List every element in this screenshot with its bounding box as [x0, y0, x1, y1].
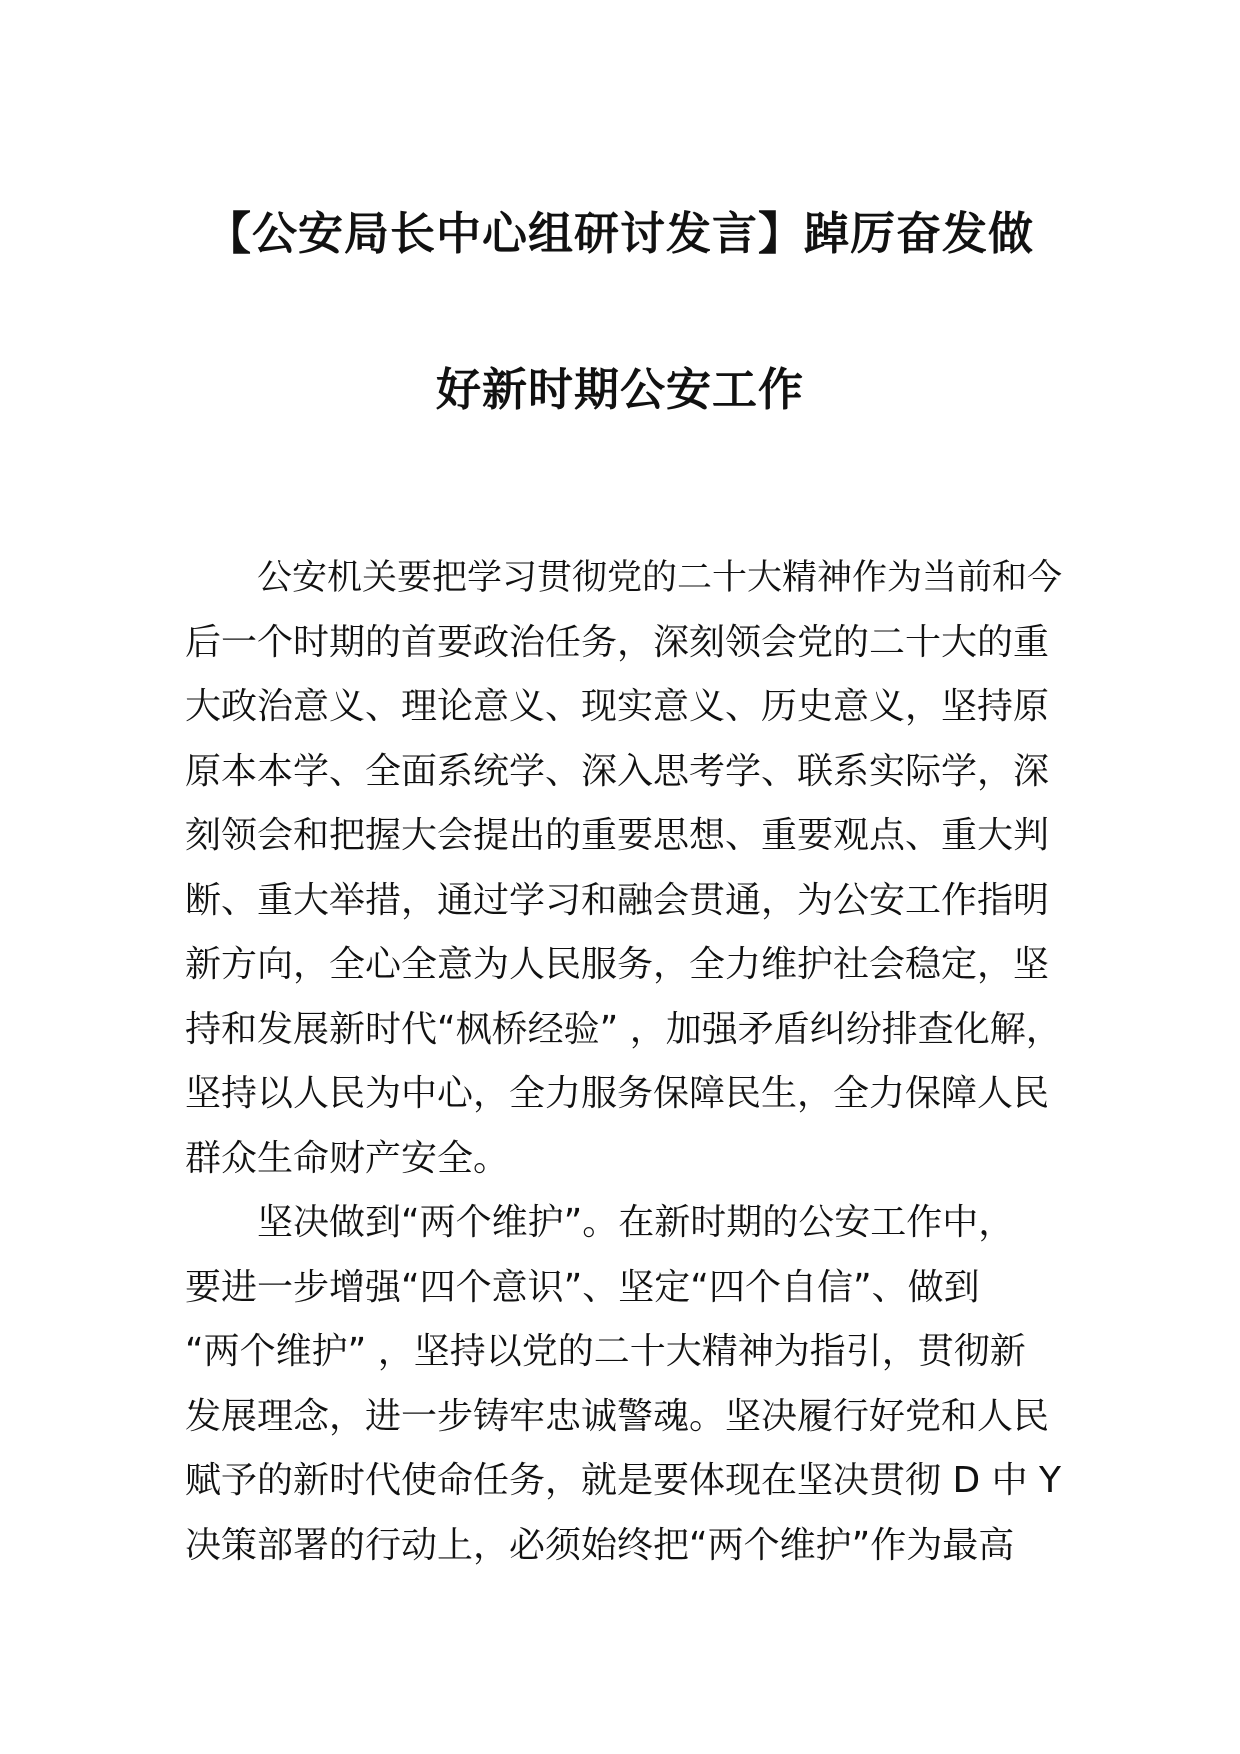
- paragraph-line: 新方向，全心全意为人民服务，全力维护社会稳定，坚: [185, 944, 1050, 985]
- paragraph-line: 坚持以人民为中心，全力服务保障民生，全力保障人民: [185, 1073, 1050, 1114]
- document-body: [185, 546, 1065, 1578]
- paragraph-line: 要进一步增强“四个意识”、坚定“四个自信”、做到: [185, 1266, 980, 1308]
- paragraph-line: 公安机关要把学习贯彻党的二十大精神作为当前和今: [257, 558, 1063, 598]
- paragraph-line: 持和发展新时代“枫桥经验” ，加强矛盾纠纷排查化解，: [185, 1008, 1062, 1050]
- paragraph-line: 刻领会和把握大会提出的重要思想、重要观点、重大判: [185, 815, 1050, 856]
- document-title-line-1: 【公安局长中心组研讨发言】踔厉奋发做: [205, 207, 1034, 260]
- paragraph-line: 后一个时期的首要政治任务，深刻领会党的二十大的重: [185, 621, 1050, 663]
- paragraph-line: 发展理念，进一步铸牢忠诚警魂。坚决履行好党和人民: [185, 1395, 1050, 1437]
- paragraph-1: [185, 546, 1065, 1191]
- paragraph-line: 断、重大举措，通过学习和融会贯通，为公安工作指明: [185, 879, 1050, 921]
- paragraph-line: 坚决做到“两个维护”。在新时期的公安工作中，: [257, 1202, 1015, 1243]
- paragraph-line: 群众生命财产安全。: [185, 1137, 510, 1179]
- document-title-line-2: 好新时期公安工作: [435, 363, 804, 416]
- paragraph-line: 决策部署的行动上，必须始终把“两个维护”作为最高: [185, 1524, 1015, 1566]
- paragraph-2: [185, 1191, 1065, 1578]
- paragraph-line: 大政治意义、理论意义、现实意义、历史意义，坚持原: [185, 686, 1050, 727]
- paragraph-line: “两个维护” ，坚持以党的二十大精神为指引，贯彻新: [185, 1331, 1026, 1372]
- paragraph-line: 赋予的新时代使命任务，就是要体现在坚决贯彻 D 中 Y: [185, 1460, 1062, 1501]
- paragraph-line: 原本本学、全面系统学、深入思考学、联系实际学，深: [185, 750, 1050, 792]
